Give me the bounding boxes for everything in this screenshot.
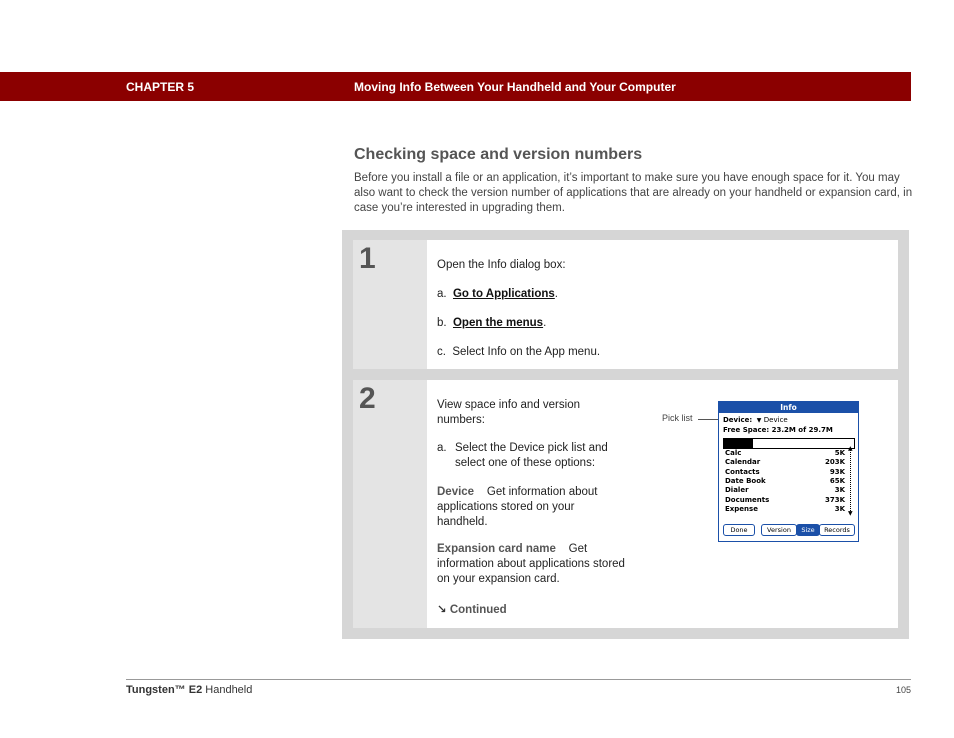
app-size: 5K — [834, 449, 845, 457]
device-picklist: Device — [763, 416, 788, 424]
device-picklist-row — [723, 416, 788, 424]
app-list-item — [725, 449, 845, 457]
continued-indicator — [437, 603, 507, 618]
app-size: 373K — [824, 495, 845, 504]
app-list-item — [725, 468, 845, 476]
scroll-up-icon: ▲ — [848, 445, 853, 452]
expansion-card-option — [437, 542, 627, 587]
go-to-applications-link[interactable]: Go to Applications — [452, 288, 555, 300]
item-text: Select the Device pick list and select one of these options: — [455, 442, 608, 469]
step-1-item-a: a. Go to Applications. — [437, 288, 558, 300]
arrow-down-right-icon: ↘ — [437, 604, 447, 616]
app-list-item — [725, 477, 845, 485]
footer-product — [126, 684, 252, 696]
step-2-item-a — [437, 441, 632, 469]
device-option — [437, 485, 627, 530]
expansion-card-description: Get information about applications stored on your expansion card. — [437, 543, 625, 585]
version-button: Version — [761, 524, 797, 536]
memory-usage-fill — [724, 439, 753, 448]
product-name: Tungsten™ E2 — [126, 684, 203, 696]
step-1-item-c — [437, 345, 600, 360]
app-size: 3K — [834, 504, 845, 513]
info-screen-image — [718, 401, 859, 542]
item-prefix: a. — [437, 442, 447, 454]
intro-paragraph: Before you install a file or an application, it’s important to make sure you have enough space for it. You may also want to check the version number of applications that are already on your handheld or expansion card, in case you’re interested in upgrading them. — [354, 172, 913, 214]
screen-title: Info — [719, 402, 858, 413]
app-size: 93K — [829, 467, 845, 476]
size-button: Size — [796, 524, 820, 536]
app-name: Date Book — [725, 476, 766, 485]
pick-list-callout: Pick list — [662, 413, 693, 423]
open-the-menus-link[interactable]: Open the menus — [452, 317, 544, 329]
app-name: Expense — [725, 504, 758, 513]
chapter-label: CHAPTER 5 — [126, 80, 195, 94]
chapter-title: Moving Info Between Your Handheld and Your Computer — [354, 80, 676, 94]
step-number: 1 — [359, 242, 376, 275]
done-button: Done — [723, 524, 755, 536]
app-size: 203K — [824, 458, 845, 467]
app-size: 65K — [829, 476, 845, 485]
picklist-triangle-icon: ▼ — [754, 417, 762, 424]
section-title: Checking space and version numbers — [354, 146, 643, 163]
step-1-item-b: b. Open the menus. — [437, 317, 547, 329]
chapter-header-bar — [0, 72, 911, 101]
product-suffix: Handheld — [205, 684, 253, 696]
step-2-lead: View space info and version numbers: — [437, 399, 580, 426]
app-name: Calendar — [725, 458, 761, 467]
callout-leader-line — [698, 419, 718, 420]
step-number-column — [353, 240, 427, 369]
app-size: 3K — [834, 486, 845, 495]
continued-label: Continued — [449, 604, 507, 616]
app-name: Documents — [725, 495, 770, 504]
page-number: 105 — [895, 685, 911, 695]
app-name: Contacts — [725, 467, 760, 476]
free-space-text: Free Space: 23.2M of 29.7M — [723, 426, 833, 434]
item-prefix: a. — [437, 288, 447, 300]
app-name: Calc — [725, 449, 742, 457]
device-description: Get information about applications stored on your handheld. — [437, 486, 598, 528]
device-label: Device: — [723, 416, 753, 424]
screen-buttons — [723, 524, 855, 536]
app-list-item — [725, 496, 845, 504]
records-button: Records — [819, 524, 855, 536]
scrollbar — [848, 445, 855, 517]
step-1-box — [353, 240, 898, 369]
device-term: Device — [437, 486, 475, 498]
item-text: Select Info on the App menu. — [452, 346, 601, 358]
footer-rule — [126, 679, 911, 680]
step-1-lead: Open the Info dialog box: — [437, 259, 566, 271]
step-number: 2 — [359, 382, 376, 415]
step-number-column — [353, 380, 427, 628]
scroll-down-icon: ▼ — [848, 510, 853, 517]
app-list-item — [725, 458, 845, 466]
item-prefix: b. — [437, 317, 447, 329]
app-list-item — [725, 505, 845, 513]
app-list-item — [725, 486, 845, 494]
memory-usage-bar — [723, 438, 855, 449]
app-name: Dialer — [725, 486, 749, 495]
item-prefix: c. — [437, 346, 446, 358]
expansion-card-term: Expansion card name — [437, 543, 556, 555]
